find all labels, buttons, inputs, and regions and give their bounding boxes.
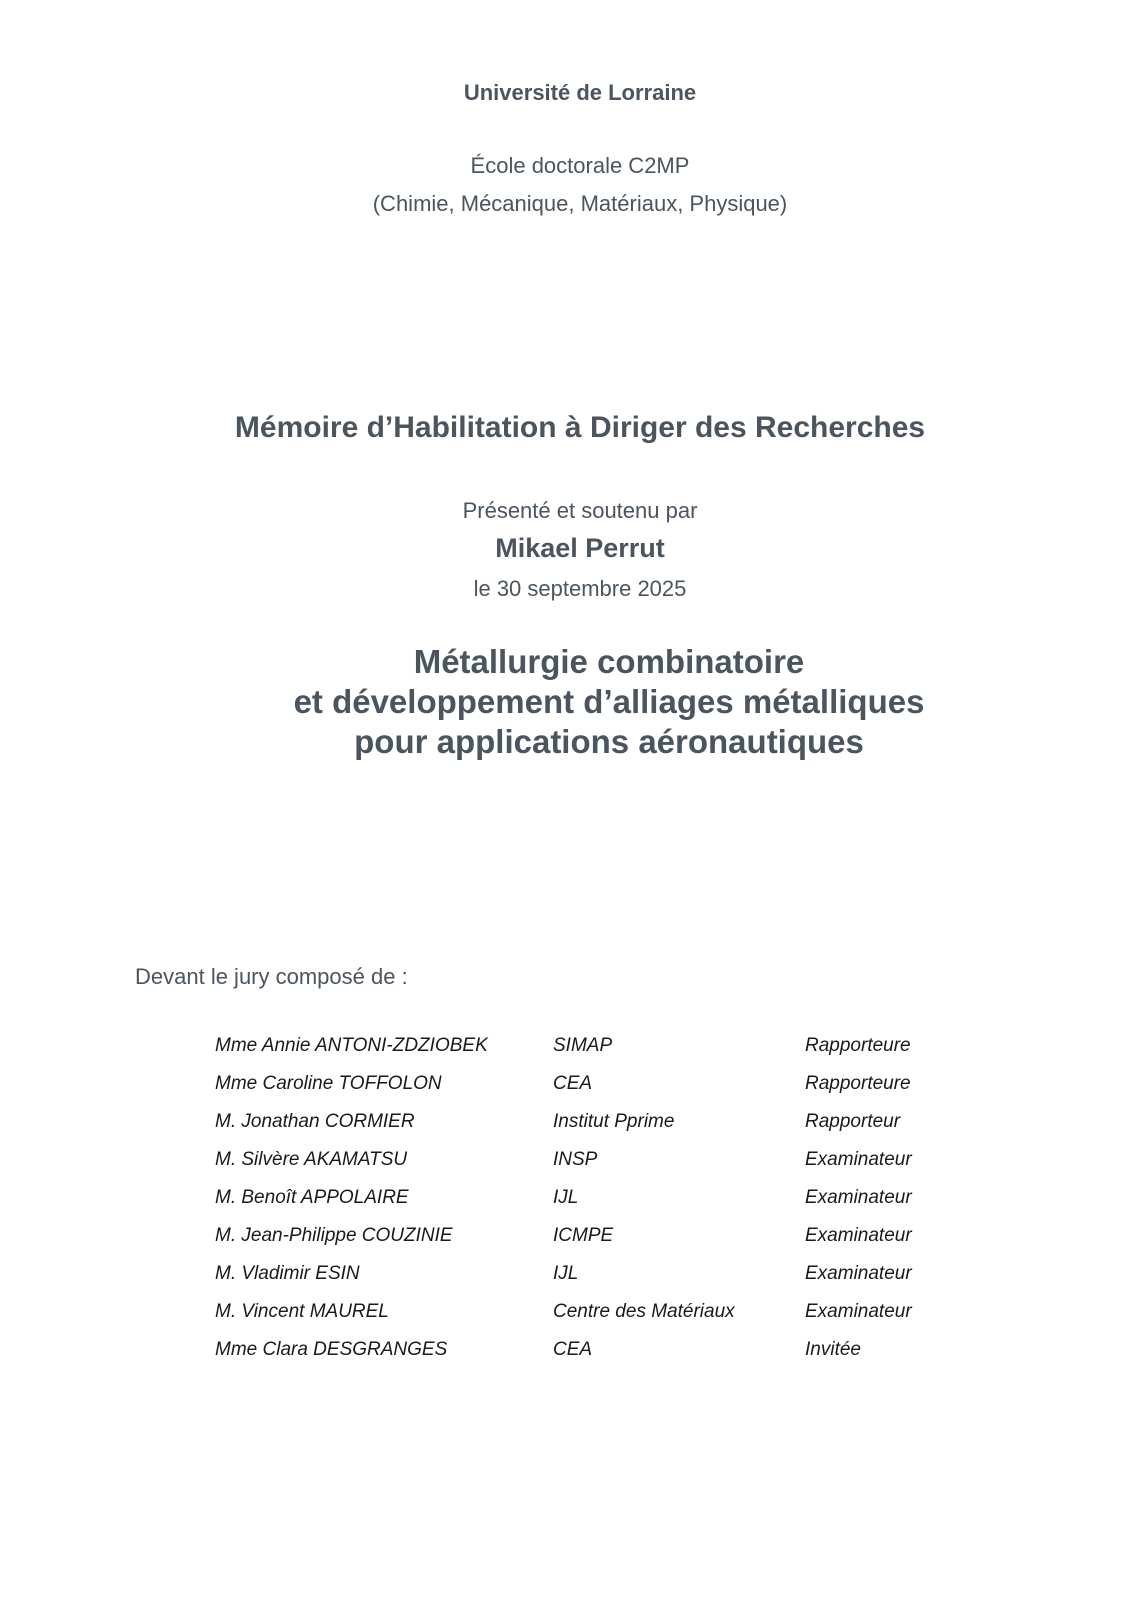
jury-member-role: Examinateur [805, 1225, 912, 1246]
thesis-type: Mémoire d’Habilitation à Diriger des Recherches [234, 411, 926, 444]
jury-member-name: Mme Clara DESGRANGES [215, 1339, 448, 1360]
jury-member-role: Rapporteur [805, 1111, 901, 1132]
jury-intro: Devant le jury composé de : [135, 964, 408, 989]
jury-row [215, 1035, 975, 1073]
jury-row [215, 1149, 975, 1187]
jury-member-name: M. Silvère AKAMATSU [215, 1149, 408, 1170]
jury-member-role: Examinateur [805, 1187, 912, 1208]
jury-member-institution: ICMPE [553, 1225, 614, 1246]
jury-member-role: Rapporteure [805, 1073, 911, 1094]
jury-member-role: Invitée [805, 1339, 861, 1360]
author-name: Mikael Perrut [495, 533, 665, 563]
jury-member-institution: IJL [553, 1187, 579, 1208]
doctoral-school: École doctorale C2MP [470, 153, 690, 178]
jury-row [215, 1187, 975, 1225]
university-name: Université de Lorraine [463, 80, 697, 105]
jury-member-name: M. Jonathan CORMIER [215, 1111, 415, 1132]
doctoral-school-subtitle: (Chimie, Mécanique, Matériaux, Physique) [372, 191, 788, 216]
jury-member-role: Examinateur [805, 1263, 912, 1284]
jury-member-name: M. Vincent MAUREL [215, 1301, 389, 1322]
jury-row [215, 1339, 975, 1377]
defense-date: le 30 septembre 2025 [473, 576, 687, 601]
jury-member-name: M. Jean-Philippe COUZINIE [215, 1225, 453, 1246]
jury-member-institution: SIMAP [553, 1035, 613, 1056]
jury-member-institution: CEA [553, 1073, 593, 1094]
jury-member-name: M. Benoît APPOLAIRE [215, 1187, 409, 1208]
jury-table [215, 1035, 975, 1377]
jury-member-name: Mme Caroline TOFFOLON [215, 1073, 442, 1094]
presented-by: Présenté et soutenu par [462, 498, 698, 523]
jury-member-institution: INSP [553, 1149, 598, 1170]
jury-row [215, 1225, 975, 1263]
jury-member-role: Examinateur [805, 1301, 912, 1322]
jury-member-role: Examinateur [805, 1149, 912, 1170]
jury-member-institution: Institut Pprime [553, 1111, 675, 1132]
jury-row [215, 1263, 975, 1301]
jury-member-name: Mme Annie ANTONI-ZDZIOBEK [215, 1035, 488, 1056]
thesis-title-line: et développement d’alliages métalliques [293, 683, 925, 720]
thesis-title-line: Métallurgie combinatoire [413, 643, 805, 680]
jury-member-institution: Centre des Matériaux [553, 1301, 735, 1322]
jury-member-name: M. Vladimir ESIN [215, 1263, 360, 1284]
jury-member-institution: IJL [553, 1263, 579, 1284]
thesis-title-line: pour applications aéronautiques [354, 723, 864, 760]
jury-member-institution: CEA [553, 1339, 593, 1360]
jury-row [215, 1073, 975, 1111]
jury-row [215, 1301, 975, 1339]
thesis-title [0, 642, 1132, 762]
jury-row [215, 1111, 975, 1149]
jury-member-role: Rapporteure [805, 1035, 911, 1056]
